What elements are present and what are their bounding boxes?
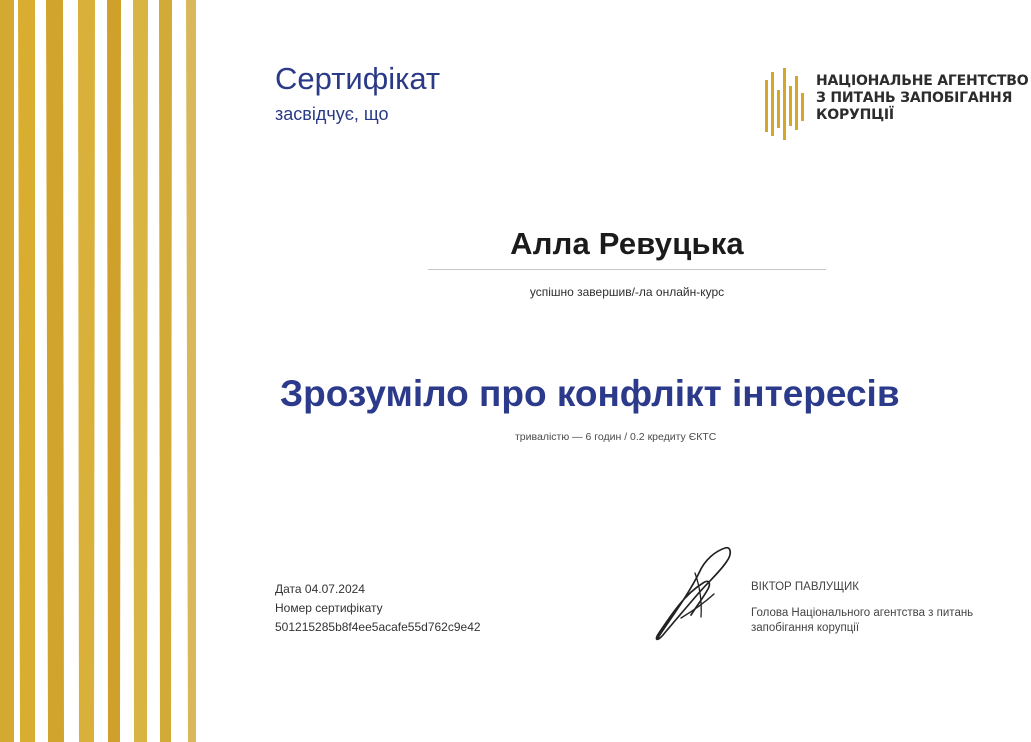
certificate-details <box>275 580 481 638</box>
date-label: Дата <box>275 582 302 596</box>
certificate-number-value: 501215285b8f4ee5acafe55d762c9e42 <box>275 620 481 635</box>
signer-role: Голова Національного агентства з питань запобігання корупції <box>751 606 974 635</box>
stripe-4 <box>78 0 95 742</box>
date-value: 04.07.2024 <box>304 582 365 596</box>
gold-stripes-graphic <box>0 0 210 742</box>
stripe-7 <box>159 0 172 742</box>
signer-section <box>751 580 981 637</box>
stripe-6 <box>133 0 148 742</box>
date-row <box>275 580 481 599</box>
gold-stripes-decoration <box>0 0 210 742</box>
certificate-heading <box>275 62 440 125</box>
agency-logo <box>764 68 1029 148</box>
recipient-name: Алла Ревуцька <box>510 226 744 261</box>
completion-text: успішно завершив/-ла онлайн-курс <box>529 285 725 299</box>
agency-logo-text <box>816 73 1029 123</box>
course-title: Зрозуміло про конфлікт інтересів <box>280 373 900 414</box>
stripe-1 <box>0 0 14 742</box>
certificate-subtitle: засвідчує, що <box>275 104 389 125</box>
signer-name: ВІКТОР ПАВЛУЩИК <box>751 581 859 593</box>
agency-emblem-icon <box>764 68 806 140</box>
stripe-3 <box>46 0 64 742</box>
name-underline <box>428 269 826 270</box>
certificate-title: Сертифікат <box>275 61 441 96</box>
signature-image <box>653 545 737 643</box>
stripe-2 <box>18 0 35 742</box>
agency-logo-line-1: НАЦІОНАЛЬНЕ АГЕНТСТВО <box>816 73 1029 89</box>
certificate-number-label: Номер сертифікату <box>275 601 383 616</box>
agency-logo-line-2: З ПИТАНЬ ЗАПОБІГАННЯ <box>816 89 1013 106</box>
agency-logo-line-3: КОРУПЦІЇ <box>816 106 894 123</box>
stripe-8 <box>186 0 196 742</box>
recipient-section <box>428 226 826 299</box>
course-duration: тривалістю — 6 годин / 0.2 кредиту ЄКТС <box>515 431 717 443</box>
stripe-5 <box>107 0 121 742</box>
